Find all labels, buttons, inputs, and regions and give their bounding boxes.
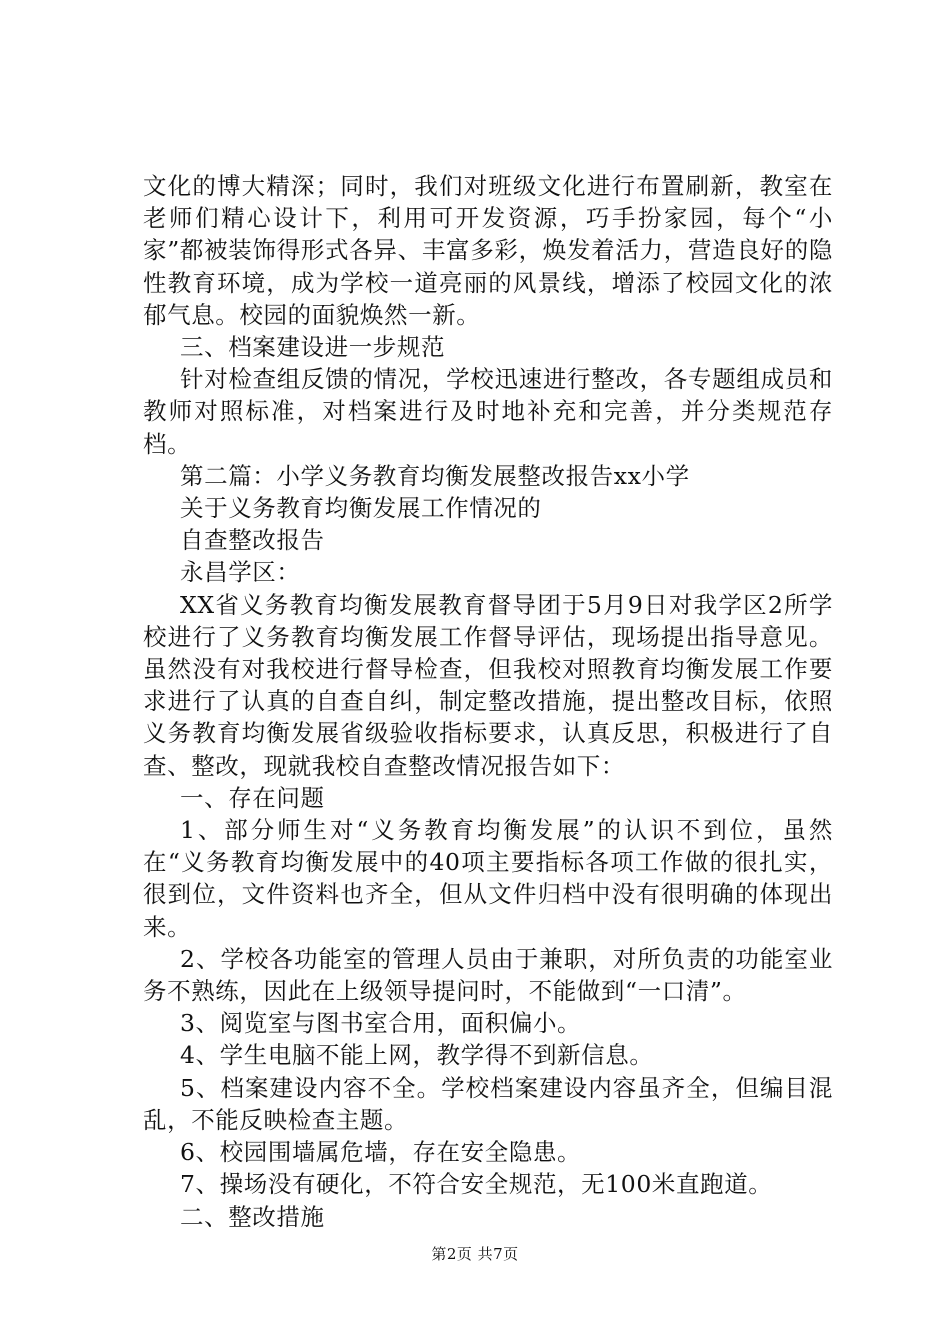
section-heading: 二、整改措施 [180,1202,325,1231]
list-item: 7、操场没有硬化，不符合安全规范，无100米直跑道。 [180,1170,773,1199]
list-item: 5、档案建设内容不全。学校档案建设内容虽齐全，但编目混乱，不能反映检查主题。 [143,1073,833,1134]
paragraph: XX省义务教育均衡发展教育督导团于5月9日对我学区2所学校进行了义务教育均衡发展工作督导评估，现场提出指导意见。虽然没有对我校进行督导检查，但我校对照教育均衡发展工作要求进行了认真的自查自纠，制定整改措施，提出整改目标，依照义务教育均衡发展省级验收指标要求，认真反思，积极进行了自查、整改，现就我校自查整改情况报告如下： [143,590,833,780]
section-heading: 一、存在问题 [180,783,325,812]
chapter-title: 第二篇：小学义务教育均衡发展整改报告xx小学 [180,461,690,490]
section-heading: 三、档案建设进一步规范 [180,333,446,362]
document-body [143,170,833,1233]
salutation: 永昌学区： [180,558,301,587]
list-item: 6、校园围墙属危墙，存在安全隐患。 [180,1138,582,1167]
list-item: 3、阅览室与图书室合用，面积偏小。 [180,1009,582,1038]
page-footer: 第2页 共7页 [431,1245,519,1263]
paragraph: 文化的博大精深；同时，我们对班级文化进行布置刷新，教室在老师们精心设计下，利用可开发资源，巧手扮家园，每个“小家”都被装饰得形式各异、丰富多彩，焕发着活力，营造良好的隐性教育环境，成为学校一道亮丽的风景线，增添了校园文化的浓郁气息。校园的面貌焕然一新。 [143,172,833,329]
list-item: 2、学校各功能室的管理人员由于兼职，对所负责的功能室业务不熟练，因此在上级领导提问时，不能做到“一口清”。 [143,944,833,1006]
list-item: 1、部分师生对“义务教育均衡发展”的认识不到位，虽然在“义务教育均衡发展中的40项主要指标各项工作做的很扎实，很到位，文件资料也齐全，但从文件归档中没有很明确的体现出来。 [143,816,833,941]
list-item: 4、学生电脑不能上网，教学得不到新信息。 [180,1041,654,1070]
paragraph: 针对检查组反馈的情况，学校迅速进行整改，各专题组成员和教师对照标准，对档案进行及时地补充和完善，并分类规范存档。 [143,365,833,458]
report-title-line: 关于义务教育均衡发展工作情况的 [180,494,542,523]
report-title-line: 自查整改报告 [180,526,325,555]
